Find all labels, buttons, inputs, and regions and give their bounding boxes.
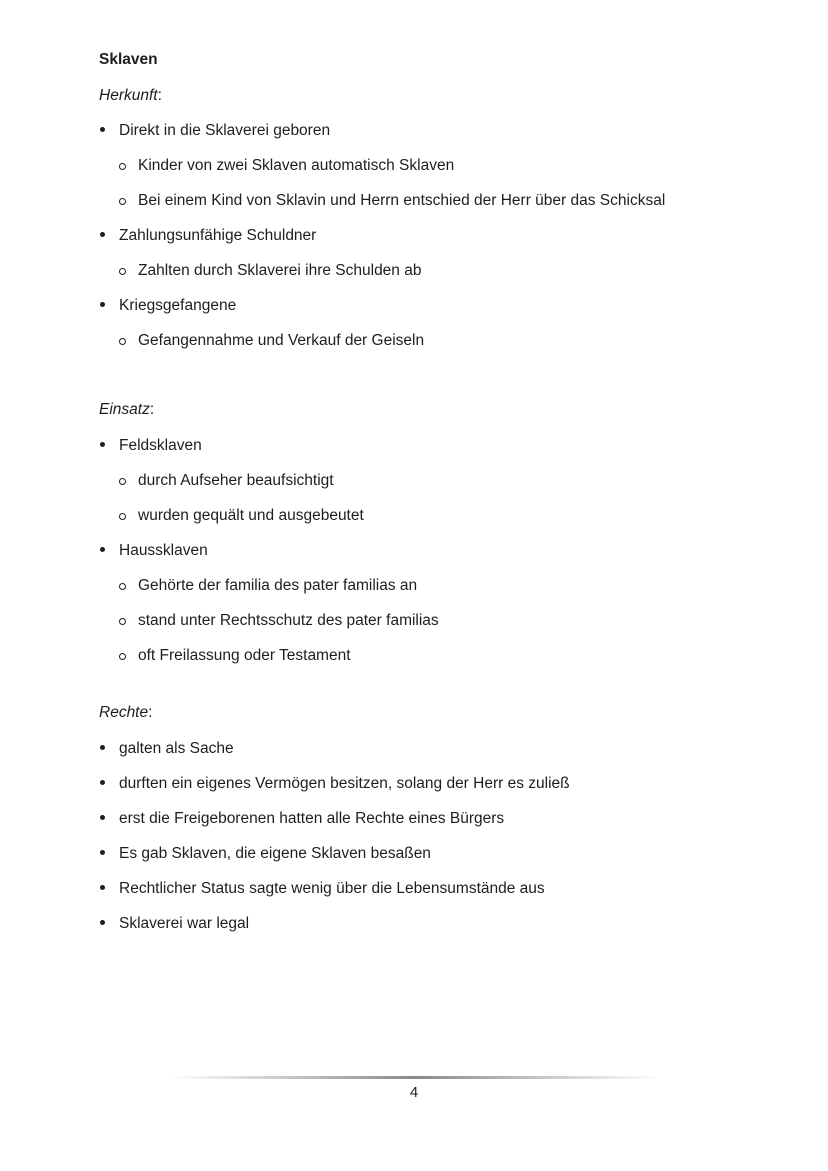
section-label-rechte: Rechte: — [99, 704, 153, 721]
list-item: erst die Freigeborenen hatten alle Rechte eines Bürgers — [99, 809, 504, 829]
list-item: Zahlungsunfähige Schuldner — [99, 226, 316, 246]
list-item: wurden gequält und ausgebeutet — [118, 506, 364, 526]
section-label-rechte-text: Rechte — [99, 704, 149, 721]
list-item: Bei einem Kind von Sklavin und Herrn entschied der Herr über das Schicksal — [118, 191, 665, 211]
bullet-icon — [100, 885, 105, 890]
circle-bullet-icon — [119, 513, 126, 520]
list-item: oft Freilassung oder Testament — [118, 646, 351, 666]
list-item: Zahlten durch Sklaverei ihre Schulden ab — [118, 261, 421, 281]
circle-bullet-icon — [119, 478, 126, 485]
circle-bullet-icon — [119, 583, 126, 590]
list-item: Haussklaven — [99, 541, 208, 561]
list-item: Direkt in die Sklaverei geboren — [99, 121, 330, 141]
circle-bullet-icon — [119, 163, 126, 170]
list-item: galten als Sache — [99, 739, 234, 759]
section-label-einsatz: Einsatz: — [99, 401, 155, 418]
list-item: Feldsklaven — [99, 436, 202, 456]
circle-bullet-icon — [119, 618, 126, 625]
list-item: Gehörte der familia des pater familias an — [118, 576, 417, 596]
page-number: 4 — [409, 1084, 419, 1101]
list-item: Rechtlicher Status sagte wenig über die Lebensumstände aus — [99, 879, 545, 899]
bullet-icon — [100, 745, 105, 750]
bullet-icon — [100, 127, 105, 132]
section-label-herkunft-text: Herkunft — [99, 87, 158, 104]
circle-bullet-icon — [119, 338, 126, 345]
bullet-icon — [100, 850, 105, 855]
circle-bullet-icon — [119, 268, 126, 275]
list-item: Gefangennahme und Verkauf der Geiseln — [118, 331, 424, 351]
list-item: Kinder von zwei Sklaven automatisch Sklaven — [118, 156, 454, 176]
bullet-icon — [100, 920, 105, 925]
section-label-herkunft: Herkunft: — [99, 87, 162, 104]
bullet-icon — [100, 442, 105, 447]
bullet-icon — [100, 780, 105, 785]
bullet-icon — [100, 302, 105, 307]
list-item: Kriegsgefangene — [99, 296, 236, 316]
list-item: durch Aufseher beaufsichtigt — [118, 471, 334, 491]
page-title: Sklaven — [99, 51, 158, 68]
bullet-icon — [100, 547, 105, 552]
section-label-einsatz-text: Einsatz — [99, 401, 150, 418]
circle-bullet-icon — [119, 198, 126, 205]
bullet-icon — [100, 232, 105, 237]
circle-bullet-icon — [119, 653, 126, 660]
list-item: stand unter Rechtsschutz des pater familias — [118, 611, 439, 631]
list-item: durften ein eigenes Vermögen besitzen, solang der Herr es zuließ — [99, 774, 570, 794]
bullet-icon — [100, 815, 105, 820]
list-item: Sklaverei war legal — [99, 914, 249, 934]
list-item: Es gab Sklaven, die eigene Sklaven besaßen — [99, 844, 431, 864]
footer-divider — [170, 1076, 660, 1079]
